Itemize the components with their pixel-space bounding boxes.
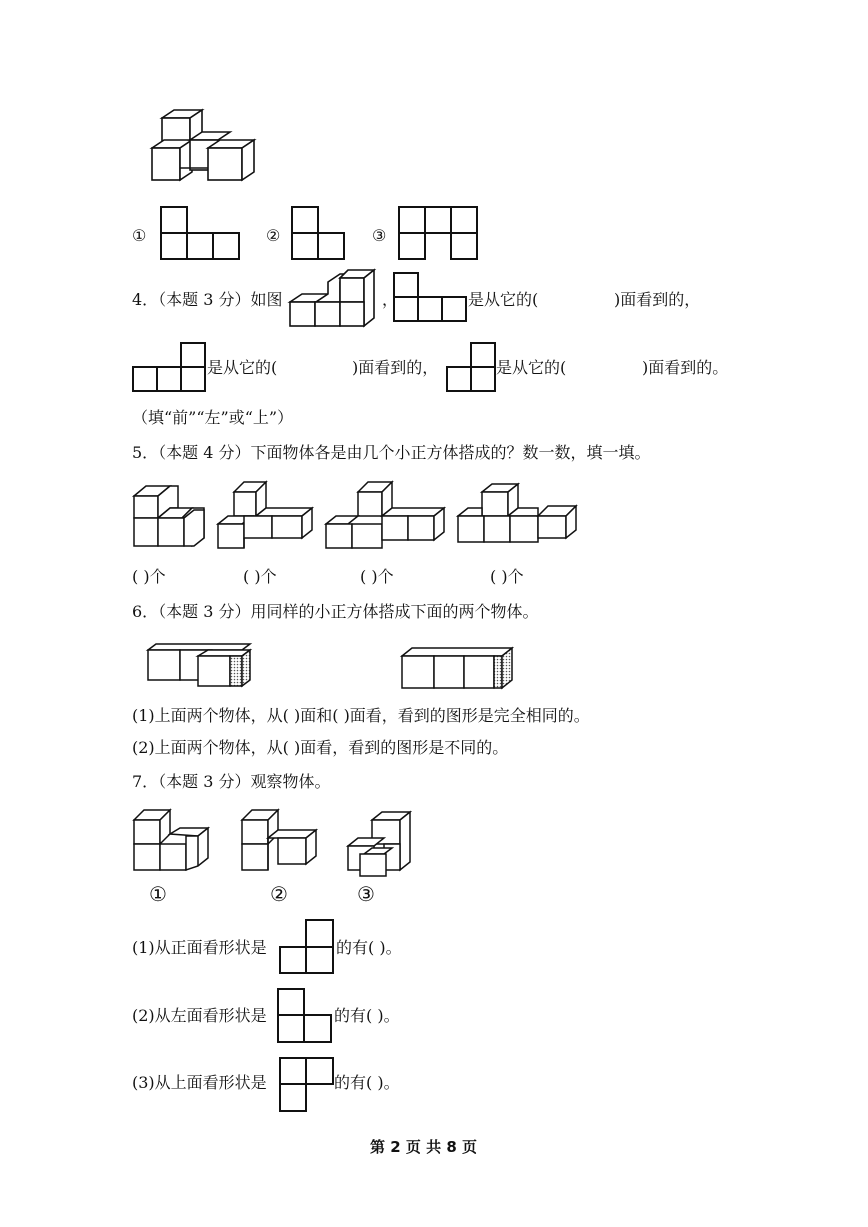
option-3-label: ③ xyxy=(372,226,387,245)
option-1-label: ① xyxy=(132,226,147,245)
q4-view-2 xyxy=(131,342,211,392)
q7-s2b[interactable]: 的有( )。 xyxy=(334,1006,400,1025)
option-1-grid xyxy=(160,206,242,262)
q4-head: 4．（本题 3 分）如图 xyxy=(132,290,283,309)
q4-view-3 xyxy=(446,342,502,392)
q7-figure-2 xyxy=(240,808,320,872)
q4-view-1 xyxy=(393,272,469,324)
q4-comma: ， xyxy=(382,290,399,309)
q4-tail1b[interactable]: )面看到的， xyxy=(614,290,701,309)
q7-shape-left xyxy=(276,987,334,1045)
q5-blank-3[interactable]: ( )个 xyxy=(360,567,394,586)
option-3-grid xyxy=(398,206,480,262)
q5-blank-1[interactable]: ( )个 xyxy=(132,567,166,586)
q5-figure-4 xyxy=(456,480,580,548)
q7-head: 7．（本题 3 分）观察物体。 xyxy=(132,772,331,791)
page-footer: 第 2 页 共 8 页 xyxy=(370,1138,477,1156)
q5-figure-3 xyxy=(324,480,446,550)
q5-blank-2[interactable]: ( )个 xyxy=(243,567,277,586)
q6-s2[interactable]: (2)上面两个物体，从( )面看，看到的图形是不同的。 xyxy=(132,738,509,757)
q5-blank-4[interactable]: ( )个 xyxy=(490,567,524,586)
q3-cube-figure xyxy=(140,104,270,186)
q7-figure-1 xyxy=(132,808,212,872)
q7-label-1: ① xyxy=(149,882,167,906)
q7-shape-top xyxy=(278,1056,336,1114)
q4-cube-figure xyxy=(288,268,380,330)
q6-figure-2 xyxy=(400,646,514,690)
q4-tail1: 是从它的( xyxy=(468,290,539,309)
option-2-grid xyxy=(291,206,347,262)
q7-s3b[interactable]: 的有( )。 xyxy=(334,1073,400,1092)
q7-s3a: (3)从上面看形状是 xyxy=(132,1073,267,1092)
q5-figure-1 xyxy=(132,480,206,550)
q4-l2c: 是从它的( xyxy=(496,358,567,377)
q7-s2a: (2)从左面看形状是 xyxy=(132,1006,267,1025)
q6-figure-1 xyxy=(146,642,252,688)
q7-s1a: (1)从正面看形状是 xyxy=(132,938,267,957)
q4-l2b[interactable]: )面看到的， xyxy=(352,358,439,377)
q4-l2d[interactable]: )面看到的。 xyxy=(642,358,729,377)
q5-head: 5．（本题 4 分）下面物体各是由几个小正方体搭成的？数一数，填一填。 xyxy=(132,443,651,462)
option-2-label: ② xyxy=(266,226,281,245)
q6-head: 6．（本题 3 分）用同样的小正方体搭成下面的两个物体。 xyxy=(132,602,539,621)
q7-label-3: ③ xyxy=(357,882,375,906)
q7-label-2: ② xyxy=(270,882,288,906)
q7-shape-front xyxy=(278,918,336,976)
q6-s1[interactable]: (1)上面两个物体，从( )面和( )面看，看到的图形是完全相同的。 xyxy=(132,706,590,725)
q4-hint: （填“前”“左”或“上”） xyxy=(132,408,294,427)
q7-s1b[interactable]: 的有( )。 xyxy=(336,938,402,957)
q4-l2a: 是从它的( xyxy=(207,358,278,377)
q7-figure-3 xyxy=(344,808,416,878)
q5-figure-2 xyxy=(216,480,316,550)
